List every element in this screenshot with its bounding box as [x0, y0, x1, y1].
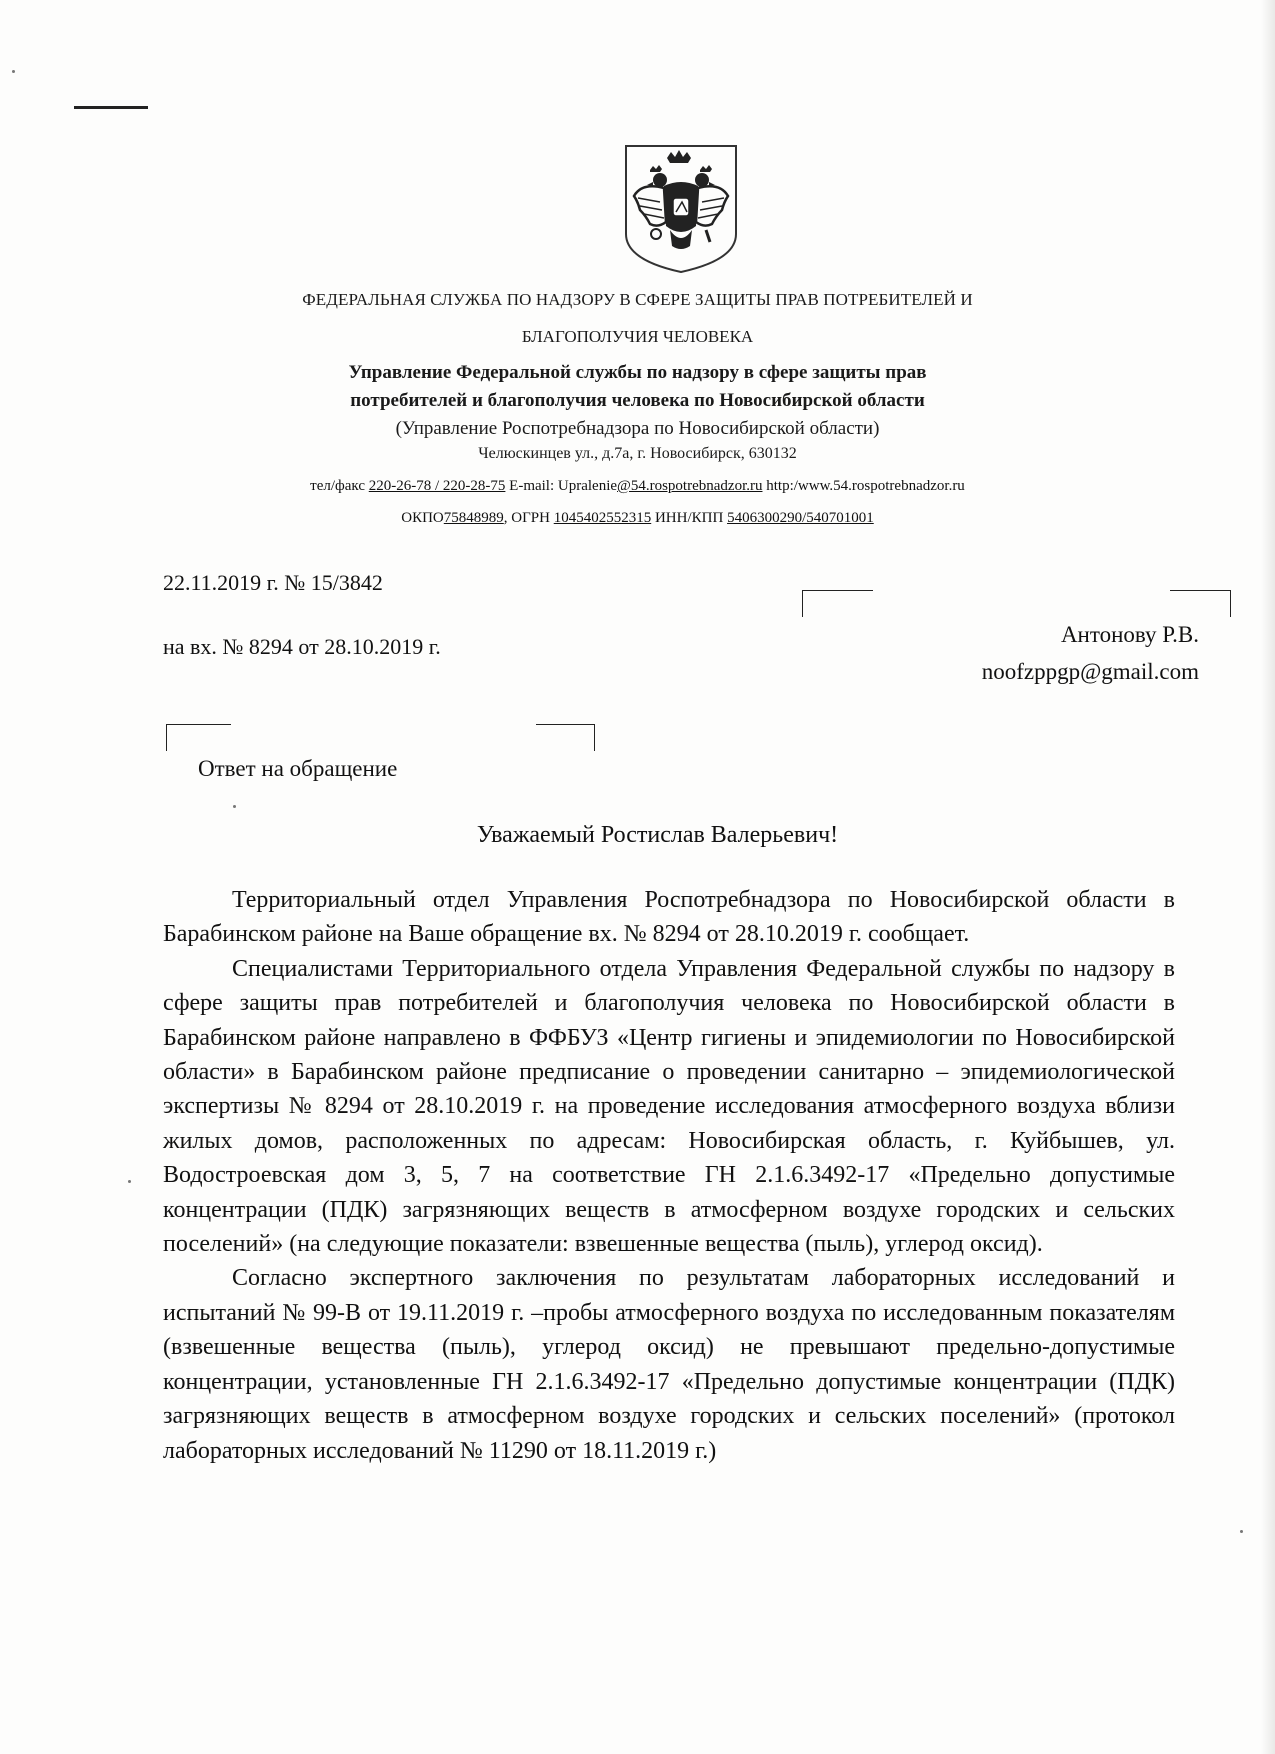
department-address: Челюскинцев ул., д.7а, г. Новосибирск, 630132: [478, 445, 797, 462]
letter-greeting: Уважаемый Ростислав Валерьевич!: [476, 822, 839, 848]
ogrn-value: 1045402552315: [553, 510, 652, 526]
scan-speck: [1240, 1530, 1243, 1533]
recipient-email: noofzppgp@gmail.com: [981, 659, 1199, 684]
coat-of-arms-icon: [620, 142, 742, 276]
scan-speck: [233, 805, 236, 808]
registration-codes-line: [0, 510, 1275, 527]
inn-value: 5406300290/540701001: [727, 510, 874, 526]
agency-name-line-2: БЛАГОПОЛУЧИЯ ЧЕЛОВЕКА: [521, 327, 754, 346]
email-domain: @54.rospotrebnadzor.ru: [617, 478, 763, 494]
tel-label: тел/факс: [310, 478, 369, 494]
department-short-name: (Управление Роспотребнадзора по Новосибирской области): [395, 418, 880, 439]
department-name-line-1: Управление Федеральной службы по надзору в сфере защиты прав: [348, 362, 927, 383]
page-edge-shadow: [1261, 0, 1275, 1754]
letter-body: [163, 883, 1175, 1468]
okpo-label: ОКПО: [401, 510, 444, 526]
tel-number: 220-26-78 / 220-28-75: [368, 478, 506, 494]
recipient-corner-right: [1170, 590, 1231, 617]
scan-speck: [12, 70, 15, 73]
subject-corner-right: [536, 724, 595, 751]
website: http:/www.54.rospotrebnadzor.ru: [762, 478, 965, 494]
subject-corner-left: [166, 724, 231, 751]
ogrn-label: , ОГРН: [503, 510, 554, 526]
scan-speck: [128, 1180, 131, 1183]
body-paragraph-2: Специалистами Территориального отдела Управления Федеральной службы по надзору в сфере защиты прав потребителей и благополучия человека по Новосибирской области в Барабинском районе направлено в ФФБУЗ «Центр гигиены и эпидемиологии по Новосибирской области» в Барабинском районе предписание о проведении санитарно – эпидемиологической экспертизы № 8294 от 28.10.2019 г. на проведение исследования атмосферного воздуха вблизи жилых домов, расположенных по адресам: Новосибирская область, г. Куйбышев, ул. Водостроевская дом 3, 5, 7 на соответствие ГН 2.1.6.3492-17 «Предельно допустимые концентрации (ПДК) загрязняющих веществ в атмосферном воздухе городских и сельских поселений» (на следующие показатели: взвешенные вещества (пыль), углерод оксид).: [163, 955, 1175, 1258]
contacts-line: [0, 478, 1275, 495]
letter-subject: Ответ на обращение: [198, 756, 398, 781]
body-paragraph-3: Согласно экспертного заключения по результатам лабораторных исследований и испытаний № 99-В от 19.11.2019 г. –пробы атмосферного воздуха по исследованным показателям (взвешенные вещества (пыль), углерод оксид) не превышают предельно-допустимые концентрации, установленные ГН 2.1.6.3492-17 «Предельно допустимые концентрации (ПДК) загрязняющих веществ в атмосферном воздухе городских и сельских поселений» (протокол лабораторных исследований № 11290 от 18.11.2019 г.): [163, 1265, 1175, 1464]
recipient-name: Антонову Р.В.: [1060, 622, 1199, 647]
okpo-value: 75848989: [443, 510, 504, 526]
recipient-corner-left: [802, 590, 873, 617]
email-label: E-mail: Upralenie: [505, 478, 618, 494]
department-name-line-2: потребителей и благополучия человека по Новосибирской области: [350, 390, 925, 411]
agency-name-line-1: ФЕДЕРАЛЬНАЯ СЛУЖБА ПО НАДЗОРУ В СФЕРЕ ЗАЩИТЫ ПРАВ ПОТРЕБИТЕЛЕЙ И: [302, 290, 973, 309]
incoming-reference: на вх. № 8294 от 28.10.2019 г.: [163, 634, 441, 659]
inn-label: ИНН/КПП: [651, 510, 728, 526]
top-margin-mark: [74, 106, 148, 109]
outgoing-date-number: 22.11.2019 г. № 15/3842: [163, 570, 383, 595]
body-paragraph-1: Территориальный отдел Управления Роспотребнадзора по Новосибирской области в Барабинском районе на Ваше обращение вх. № 8294 от 28.10.2019 г. сообщает.: [163, 887, 1175, 948]
